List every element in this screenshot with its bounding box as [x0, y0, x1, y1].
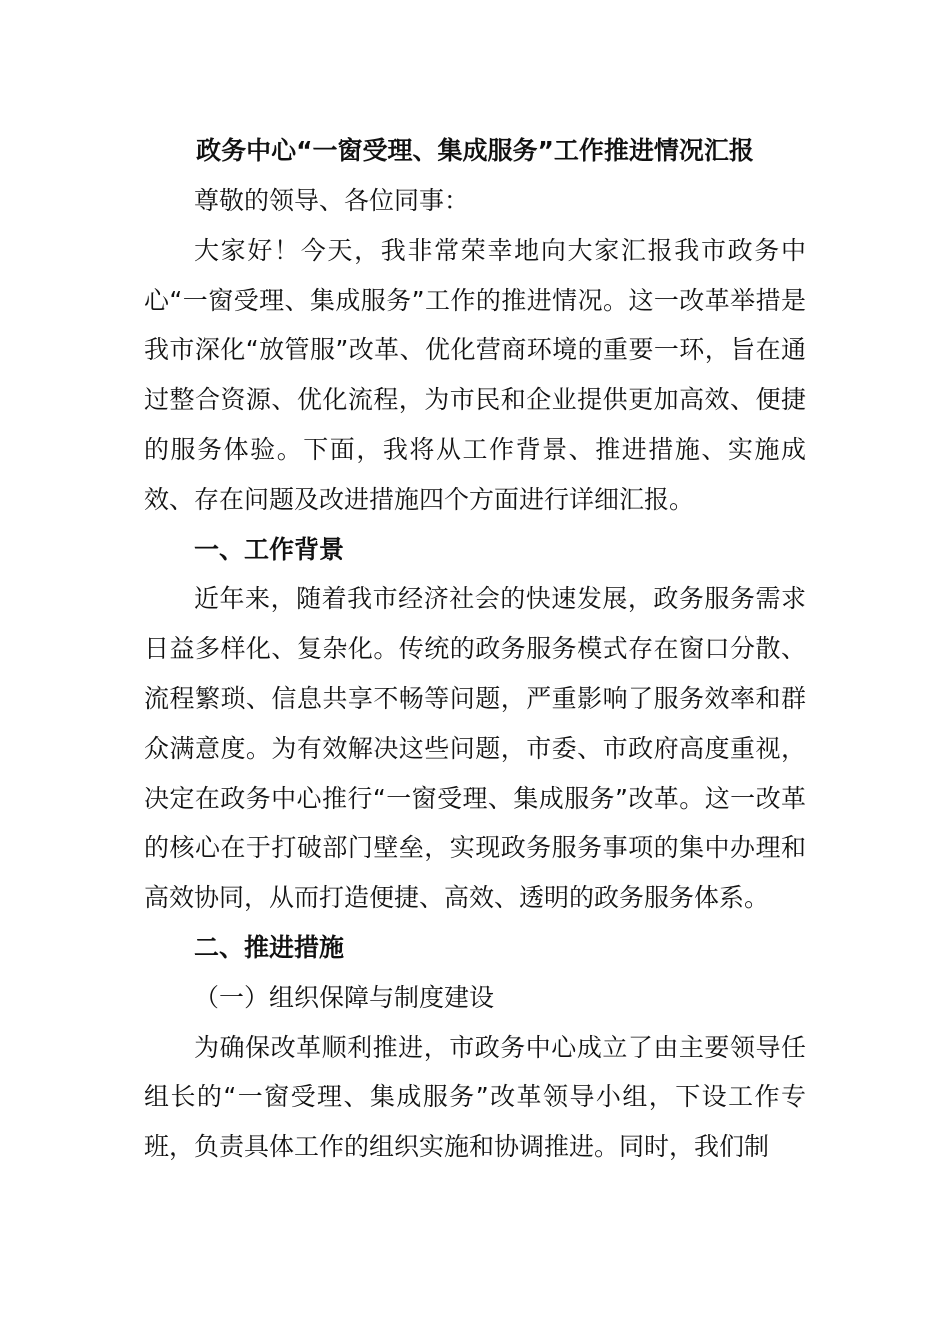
section-heading-background: 一、工作背景 — [194, 534, 345, 564]
subsection-heading-organization: （一）组织保障与制度建设 — [194, 982, 495, 1012]
section-heading-measures: 二、推进措施 — [194, 932, 345, 962]
organization-paragraph: 为确保改革顺利推进，市政务中心成立了由主要领导任组长的“一窗受理、集成服务”改革领导小组，下设工作专班，负责具体工作的组织实施和协调推进。同时，我们制 — [144, 1032, 806, 1162]
salutation: 尊敬的领导、各位同事： — [194, 186, 470, 215]
document-page — [144, 126, 806, 1172]
background-paragraph: 近年来，随着我市经济社会的快速发展，政务服务需求日益多样化、复杂化。传统的政务服务模式存在窗口分散、流程繁琐、信息共享不畅等问题，严重影响了服务效率和群众满意度。为有效解决这些问题，市委、市政府高度重视，决定在政务中心推行“一窗受理、集成服务”改革。这一改革的核心在于打破部门壁垒，实现政务服务事项的集中办理和高效协同，从而打造便捷、高效、透明的政务服务体系。 — [144, 584, 806, 913]
document-title: 政务中心“一窗受理、集成服务”工作推进情况汇报 — [196, 136, 754, 165]
intro-paragraph: 大家好！今天，我非常荣幸地向大家汇报我市政务中心“一窗受理、集成服务”工作的推进情况。这一改革举措是我市深化“放管服”改革、优化营商环境的重要一环，旨在通过整合资源、优化流程，为市民和企业提供更加高效、便捷的服务体验。下面，我将从工作背景、推进措施、实施成效、存在问题及改进措施四个方面进行详细汇报。 — [144, 235, 806, 514]
